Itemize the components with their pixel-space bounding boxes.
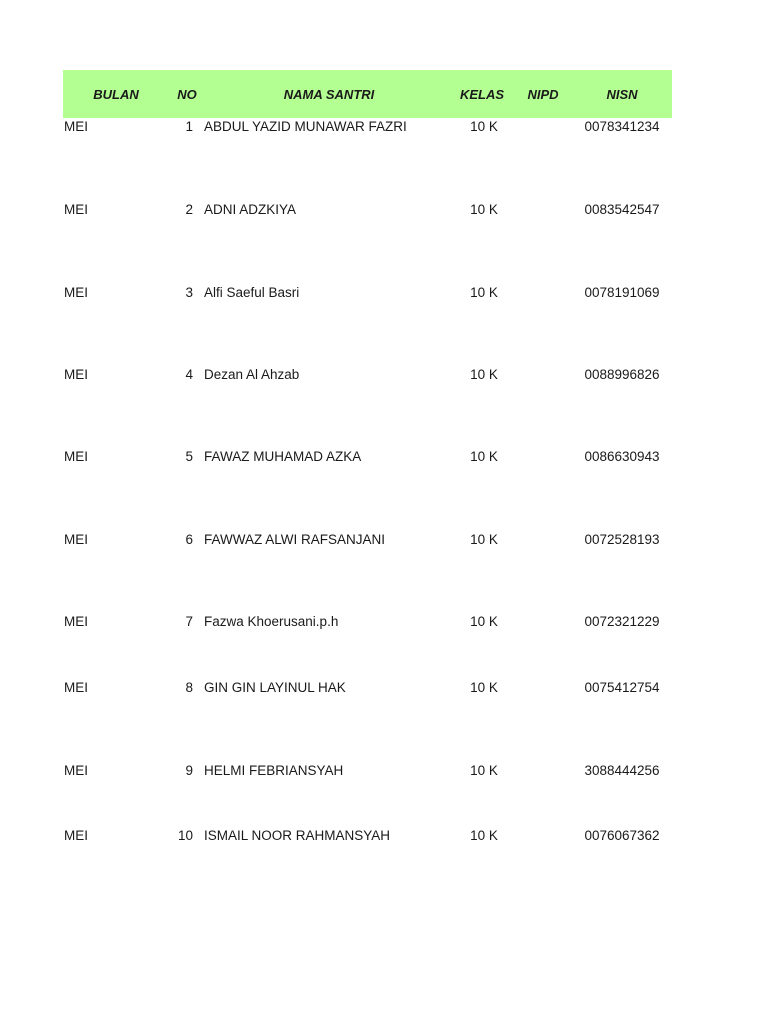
header-bulan: BULAN <box>93 87 139 102</box>
cell-nisn: 0083542547 <box>584 202 660 217</box>
cell-no: 4 <box>185 367 193 382</box>
cell-bulan: MEI <box>64 367 89 382</box>
cell-no: 10 <box>177 828 193 843</box>
cell-kelas: 10 K <box>470 763 498 778</box>
table-row <box>0 119 768 137</box>
cell-bulan: MEI <box>64 202 89 217</box>
header-nama-santri: NAMA SANTRI <box>283 87 375 102</box>
cell-kelas: 10 K <box>470 680 498 695</box>
header-nisn: NISN <box>606 87 638 102</box>
cell-kelas: 10 K <box>470 119 498 134</box>
cell-nisn: 0078191069 <box>584 285 660 300</box>
cell-kelas: 10 K <box>470 285 498 300</box>
table-row <box>0 763 768 781</box>
cell-kelas: 10 K <box>470 449 498 464</box>
table-row <box>0 202 768 220</box>
cell-nisn: 3088444256 <box>584 763 660 778</box>
cell-bulan: MEI <box>64 285 89 300</box>
table-row <box>0 367 768 385</box>
table-header <box>63 70 672 118</box>
cell-nama-santri: Dezan Al Ahzab <box>204 367 300 382</box>
cell-nama-santri: ABDUL YAZID MUNAWAR FAZRI <box>204 119 407 134</box>
cell-no: 6 <box>185 532 193 547</box>
cell-no: 2 <box>185 202 193 217</box>
cell-bulan: MEI <box>64 614 89 629</box>
table-row <box>0 285 768 303</box>
cell-no: 9 <box>185 763 193 778</box>
cell-nisn: 0086630943 <box>584 449 660 464</box>
table-row <box>0 532 768 550</box>
cell-nama-santri: HELMI FEBRIANSYAH <box>204 763 344 778</box>
cell-nisn: 0076067362 <box>584 828 660 843</box>
cell-kelas: 10 K <box>470 828 498 843</box>
cell-nisn: 0078341234 <box>584 119 660 134</box>
table-row <box>0 828 768 846</box>
cell-bulan: MEI <box>64 828 89 843</box>
cell-nisn: 0072321229 <box>584 614 660 629</box>
cell-kelas: 10 K <box>470 532 498 547</box>
cell-nama-santri: Fazwa Khoerusani.p.h <box>204 614 339 629</box>
table-row <box>0 449 768 467</box>
cell-no: 1 <box>185 119 193 134</box>
cell-nisn: 0088996826 <box>584 367 660 382</box>
table-row <box>0 680 768 698</box>
header-no: NO <box>177 87 197 102</box>
cell-no: 8 <box>185 680 193 695</box>
cell-bulan: MEI <box>64 532 89 547</box>
cell-bulan: MEI <box>64 119 89 134</box>
header-kelas: KELAS <box>459 87 505 102</box>
cell-bulan: MEI <box>64 763 89 778</box>
cell-nama-santri: FAWWAZ ALWI RAFSANJANI <box>204 532 386 547</box>
cell-kelas: 10 K <box>470 202 498 217</box>
header-nipd: NIPD <box>527 87 559 102</box>
cell-nama-santri: GIN GIN LAYINUL HAK <box>204 680 346 695</box>
cell-no: 7 <box>185 614 193 629</box>
cell-no: 5 <box>185 449 193 464</box>
cell-nama-santri: ISMAIL NOOR RAHMANSYAH <box>204 828 391 843</box>
cell-no: 3 <box>185 285 193 300</box>
cell-nama-santri: Alfi Saeful Basri <box>204 285 300 300</box>
cell-kelas: 10 K <box>470 367 498 382</box>
cell-bulan: MEI <box>64 449 89 464</box>
cell-bulan: MEI <box>64 680 89 695</box>
cell-nama-santri: ADNI ADZKIYA <box>204 202 297 217</box>
cell-nisn: 0075412754 <box>584 680 660 695</box>
cell-nisn: 0072528193 <box>584 532 660 547</box>
cell-kelas: 10 K <box>470 614 498 629</box>
cell-nama-santri: FAWAZ MUHAMAD AZKA <box>204 449 362 464</box>
table-row <box>0 614 768 632</box>
